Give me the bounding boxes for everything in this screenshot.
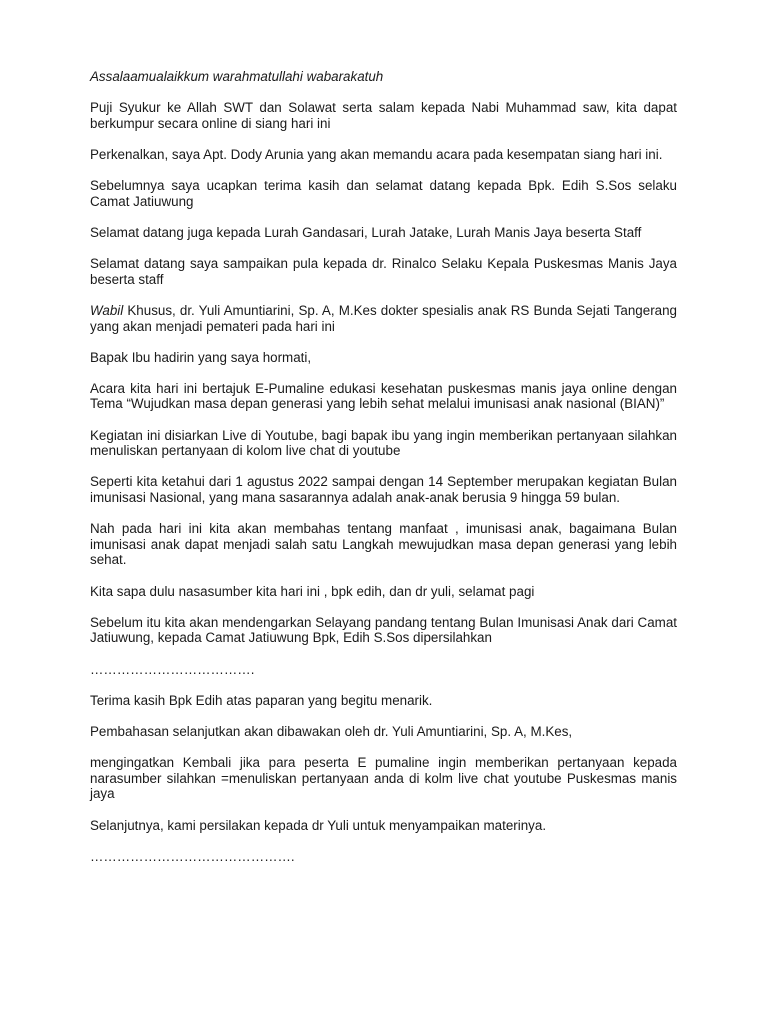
paragraph-introduction: Perkenalkan, saya Apt. Dody Arunia yang akan memandu acara pada kesempatan siang hari ini. xyxy=(90,146,663,162)
paragraph-camat-overview: Sebelum itu kita akan mendengarkan Selayang pandang tentang Bulan Imunisasi Anak dari Camat Jatiuwung, kepada Camat Jatiuwung Bpk, Edih S.Sos dipersilahkan xyxy=(90,614,677,646)
dots-separator-2: ………………………………………. xyxy=(90,848,295,864)
document-page xyxy=(90,69,677,880)
paragraph-speaker-intro xyxy=(90,303,677,334)
paragraph-welcome-camat: Sebelumnya saya ucapkan terima kasih dan selamat datang kepada Bpk. Edih S.Sos selaku Camat Jatiuwung xyxy=(90,178,677,209)
paragraph-topic: Nah pada hari ini kita akan membahas tentang manfaat , imunisasi anak, bagaimana Bulan imunisasi anak dapat menjadi salah satu Langkah mewujudkan masa depan generasi yang lebih sehat. xyxy=(90,521,677,568)
paragraph-bian-period: Seperti kita ketahui dari 1 agustus 2022 sampai dengan 14 September merupakan kegiatan Bulan imunisasi Nasional, yang mana sasarannya adalah anak-anak berusia 9 hingga 59 bulan. xyxy=(90,474,677,506)
paragraph-greet-speakers: Kita sapa dulu nasasumber kita hari ini , bpk edih, dan dr yuli, selamat pagi xyxy=(90,583,535,599)
wabil-italic-text: Wabil xyxy=(90,302,124,318)
paragraph-event-theme: Acara kita hari ini bertajuk E-Pumaline edukasi kesehatan puskesmas manis jaya online dengan Tema “Wujudkan masa depan generasi yang lebih sehat melalui imunisasi anak nasional (BIAN)” xyxy=(90,380,677,412)
speaker-intro-text: Khusus, dr. Yuli Amuntiarini, Sp. A, M.Kes dokter spesialis anak RS Bunda Sejati Tangerang yang akan menjadi pemateri pada hari ini xyxy=(90,302,677,334)
paragraph-welcome-puskesmas: Selamat datang saya sampaikan pula kepada dr. Rinalco Selaku Kepala Puskesmas Manis Jaya beserta staff xyxy=(90,256,677,287)
paragraph-welcome-lurah: Selamat datang juga kepada Lurah Gandasari, Lurah Jatake, Lurah Manis Jaya beserta Staff xyxy=(90,224,642,240)
paragraph-opening-thanks: Puji Syukur ke Allah SWT dan Solawat serta salam kepada Nabi Muhammad saw, kita dapat berkumpur secara online di siang hari ini xyxy=(90,100,677,131)
dots-separator-1: ………………………………. xyxy=(90,661,255,677)
paragraph-thanks-edih: Terima kasih Bpk Edih atas paparan yang begitu menarik. xyxy=(90,692,433,708)
paragraph-invite-dr-yuli: Selanjutnya, kami persilakan kepada dr Yuli untuk menyampaikan materinya. xyxy=(90,817,547,833)
greeting-text: Assalaamualaikkum warahmatullahi wabarakatuh xyxy=(90,69,384,84)
paragraph-live-youtube: Kegiatan ini disiarkan Live di Youtube, bagi bapak ibu yang ingin memberikan pertanyaan silahkan menuliskan pertanyaan di kolom live chat di youtube xyxy=(90,427,677,459)
paragraph-question-reminder: mengingatkan Kembali jika para peserta E pumaline ingin memberikan pertanyaan kepada narasumber silahkan =menuliskan pertanyaan anda di kolm live chat youtube Puskesmas manis jaya xyxy=(90,755,677,802)
paragraph-audience-address: Bapak Ibu hadirin yang saya hormati, xyxy=(90,349,312,365)
paragraph-next-speaker: Pembahasan selanjutkan akan dibawakan oleh dr. Yuli Amuntiarini, Sp. A, M.Kes, xyxy=(90,723,573,739)
